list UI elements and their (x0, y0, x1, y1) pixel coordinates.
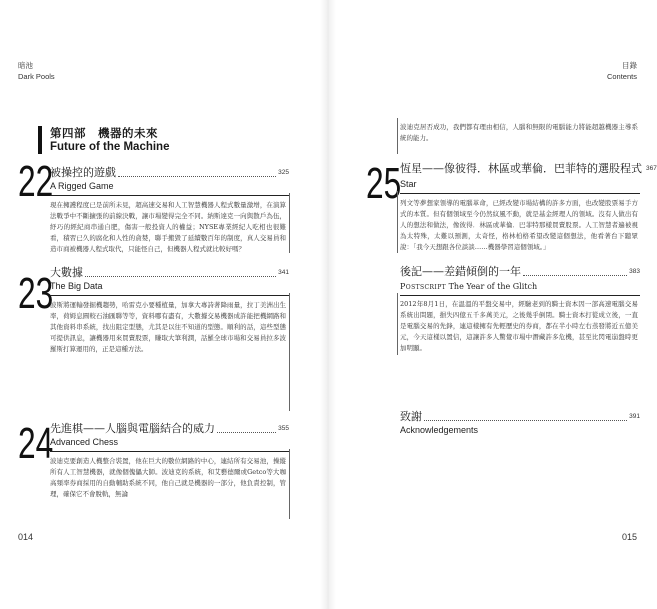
postscript-subtitle: The Year of the Glitch (448, 282, 538, 291)
postscript-label: Postscript (400, 282, 447, 291)
divider (400, 295, 640, 296)
running-header (607, 60, 637, 82)
running-header (18, 60, 55, 82)
chapter-title-en: Advanced Chess (50, 437, 119, 447)
box-border (397, 293, 398, 355)
chapter-summary: 現在擁護程度已是前所未見，超高速交易和人工智慧機器人程式數量激增，在演算法戰爭中不斷擴張的前線決戰，讓市場變得完全不同。納斯達克一向與散戶為伍，紓巧的經紀商串通自肥，傷害一般投資人的權益；NYSE專業經紀人吃相也很難看，積習已久的腐化和人性的貪婪，聯手搬毀了延續數百年的制度，真人交易員和造市商被機器人程式取代，只能怪自己，但機器人程式就比較好嗎？ (50, 201, 286, 253)
header-zh: 目錄 (622, 61, 637, 70)
box-border (289, 193, 290, 253)
chapter-title-en: The Big Data (50, 281, 103, 291)
part-heading (38, 126, 169, 154)
acknowledgements-title-en: Acknowledgements (400, 425, 479, 435)
box-border (289, 293, 290, 411)
page-number: 341 (278, 269, 289, 276)
box-border (397, 191, 398, 253)
chapter-summary: 波迪克要創造人機整合裝置，他在巨大的數位網路的中心，連結所有交易池，操縱所有人工智慧機器，就像個傀儡大師。波迪克的系統，和艾藝德爾或Getco等大咖高頻率券商採用的自動輔助系統不同，他自己就是機器的一部分，他負責控制，管理，確保它不會脫軌，無論 (50, 457, 286, 498)
header-en: Dark Pools (18, 72, 55, 81)
box-border (289, 449, 290, 519)
page-number: 325 (278, 169, 289, 176)
chapter-title-en: Star (400, 179, 417, 189)
leader-dots (523, 275, 627, 276)
right-page (328, 0, 655, 609)
toc-entry-link[interactable] (400, 265, 640, 279)
toc-entry-link[interactable] (50, 266, 289, 280)
chapter-number: 25 (366, 159, 402, 208)
leader-dots (118, 176, 276, 177)
chapter-title-zh: 大數據 (50, 266, 83, 279)
left-page (0, 0, 327, 609)
postscript-summary: 2012年8月1日，在温溫的平盤交易中，經驗老到的騎士資本因一部高速電腦交易系統出問題，損失四億五千多萬美元，之後幾乎倒閉。騎士資本打從成立後，一直是電腦交易的先鋒，連這樣擁有先輕歷史的券商，都在半小時左右蒸發將近五億美元，今天這樣以置信，這讓許多人驚覺市場中潛藏許多危機，甚至比閃電崩盤時更加明顯。 (400, 300, 638, 352)
leader-dots (424, 420, 627, 421)
box-border (397, 118, 398, 154)
page-folio: 015 (621, 532, 637, 542)
toc-entry-link[interactable] (400, 410, 640, 424)
leader-dots (85, 276, 276, 277)
page-folio: 014 (18, 532, 34, 542)
continued-summary: 波迪克居否成功，我們都有理由相信，人腦和無限的電腦能力將能超越機器主導系統的能力。 (400, 123, 638, 142)
chapter-summary: 列文等夢想家領導的電腦革命，已經改變市場結構的許多方面，也改變股票易手方式的本質。但有個領域至今仍然紋風不動，就是基金經理人的領域。沒有人做出有人的想法和做法，像彼得．林區或華倫．巴菲特那樣買賣股票。人工智慧者遍被視為太特殊，太難以預測，太奇怪，格林柏格希望改變這個想法，他看著台下聽眾說：「我今天想跟各位談談……機器學習這個領域。」 (400, 199, 638, 251)
chapter-title-zh: 先進棋——人腦與電腦結合的威力 (50, 422, 215, 435)
divider (50, 195, 289, 196)
part-title-zh: 第四部 機器的未來 (50, 126, 158, 140)
page-number: 391 (629, 413, 640, 420)
postscript-title-zh: 後記——差錯傾倒的一年 (400, 265, 521, 278)
part-title-en: Future of the Machine (50, 141, 170, 153)
chapter-summary: 波斯將運輸發掘機趨勢，哈雷克小要種植量，加拿大專詩著降雨量，拉丁美洲出生率，荷姆息圓較石油匯聯等等，資料哪有盡有，大數據交易機器成許能把機網路和其他資料串系統，找出阻定型態，尤其是以往不知道的型態。順利的話，這些型態可提供訊息，讓機器用來買賣股票，賺取大筆利潤，話羅全球市場和交易員拉多波羅斯打算運用的，正是這種方法。 (50, 301, 286, 353)
page-number: 383 (629, 268, 640, 275)
chapter-number: 24 (18, 419, 54, 468)
leader-dots (217, 432, 276, 433)
divider (50, 295, 289, 296)
chapter-number: 22 (18, 157, 54, 206)
page-number: 367 (646, 165, 657, 172)
chapter-number: 23 (18, 269, 54, 318)
toc-entry-link[interactable] (50, 166, 289, 180)
toc-entry-link[interactable] (400, 162, 657, 176)
page-number: 355 (278, 425, 289, 432)
toc-entry-link[interactable] (50, 422, 289, 436)
header-zh: 暗池 (18, 61, 33, 70)
chapter-title-zh: 被操控的遊戲 (50, 166, 116, 179)
divider (50, 451, 289, 452)
acknowledgements-title-zh: 致謝 (400, 410, 422, 423)
chapter-title-en: A Rigged Game (50, 181, 114, 191)
postscript-title-en (400, 281, 537, 292)
header-en: Contents (606, 72, 637, 81)
divider (400, 193, 640, 194)
chapter-title-zh: 恆星——像彼得．林區或華倫．巴菲特的選股程式 (400, 162, 642, 175)
